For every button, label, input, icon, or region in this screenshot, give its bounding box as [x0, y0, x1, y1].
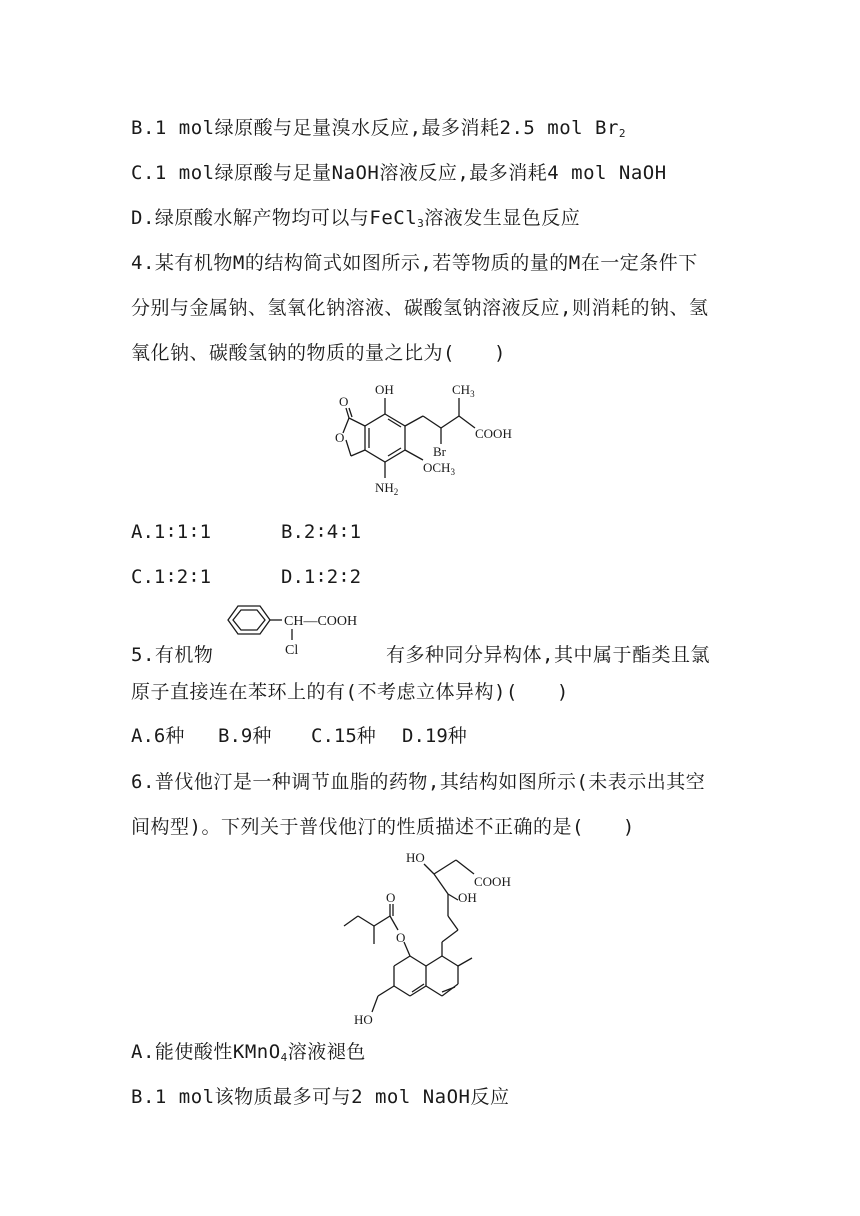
q4-option-b: B.2∶4∶1: [281, 521, 362, 543]
prava-ring-bond-5: [442, 984, 458, 996]
m-cooh-label: COOH: [475, 426, 512, 441]
q6-option-b: B.1 mol该物质最多可与2 mol NaOH反应: [131, 1086, 510, 1108]
pravastatin-ho-bottom-label: HO: [354, 1012, 373, 1027]
m-carbonyl-bond-2: [349, 408, 352, 417]
q5-option-d: D.19种: [402, 725, 467, 747]
q4-option-c: C.1∶2∶1: [131, 566, 212, 588]
q5-ch-cooh-label: CH—COOH: [284, 614, 358, 629]
pravastatin-o-ester-label: O: [396, 930, 406, 945]
prava-ester-bond-7: [358, 916, 374, 926]
m-och3-label: $OCH_3$: [423, 460, 455, 477]
m-chain-bond-2: [423, 416, 441, 428]
pravastatin-ho-top-label: HO: [406, 850, 425, 865]
prava-ring-bond-12: [394, 986, 410, 996]
q6-option-a: [131, 1040, 366, 1070]
q5-option-b: B.9种: [218, 725, 272, 747]
prava-bond-8: [442, 930, 458, 942]
q3-option-d-subscript: 3: [417, 217, 425, 230]
q4-option-a: A.1∶1∶1: [131, 521, 212, 543]
q6-option-a-text-1: A.能使酸性KMnO: [131, 1041, 281, 1063]
m-aromatic-bond-2: [388, 448, 401, 456]
q5-stem-post: 有多种同分异构体,其中属于酯类且氯: [386, 644, 710, 666]
compound-m-structure: [325, 378, 525, 504]
m-lactone-bond-1: [349, 418, 365, 426]
m-ketone-o-label: O: [339, 394, 349, 409]
q4-option-d: D.1∶2∶2: [281, 566, 362, 588]
prava-ester-bond-2: [390, 916, 398, 930]
prava-bond-7: [448, 916, 458, 930]
q5-option-c: C.15种: [311, 725, 376, 747]
compound-q5-structure: [218, 598, 383, 658]
q5-option-a: A.6种: [131, 725, 185, 747]
prava-ring-bond-9: [410, 956, 426, 966]
m-chain-bond-1: [405, 416, 423, 426]
pravastatin-structure: [338, 846, 528, 1032]
q3-option-d-text-2: 溶液发生显色反应: [424, 207, 581, 229]
q3-option-c: C.1 mol绿原酸与足量NaOH溶液反应,最多消耗4 mol NaOH: [131, 162, 667, 184]
m-och3-bond: [405, 450, 423, 460]
m-ring-o-label: O: [335, 430, 345, 445]
prava-ring-bond-10: [394, 956, 410, 966]
prava-ring-bond-2: [442, 956, 458, 966]
prava-ho-bond-2: [372, 996, 378, 1012]
prava-ring-bond-3: [458, 958, 472, 966]
q6-option-a-subscript: 4: [280, 1051, 288, 1064]
m-nh2-label: $NH_2$: [375, 480, 399, 497]
prava-ring-bond-1: [426, 956, 442, 966]
q5-cl-label: Cl: [285, 643, 299, 658]
q3-option-d-text-1: D.绿原酸水解产物均可以与FeCl: [131, 207, 418, 229]
q5-stem-line-2: 原子直接连在苯环上的有(不考虑立体异构)( ): [131, 681, 569, 703]
prava-ring-bond-7: [426, 986, 442, 996]
m-chain-bond-5: [459, 416, 475, 428]
m-lactone-bond-3: [346, 440, 351, 456]
q3-option-b: [131, 116, 626, 146]
prava-bond-1: [424, 864, 434, 874]
m-lactone-bond-4: [351, 450, 365, 456]
pravastatin-o-carbonyl-label: O: [386, 890, 396, 905]
prava-bond-3: [456, 860, 474, 874]
prava-ester-bond-8: [344, 916, 358, 926]
q6-option-a-text-2: 溶液褪色: [287, 1041, 366, 1063]
m-ch3-label: $CH_3$: [452, 382, 475, 399]
q3-option-d: [131, 206, 580, 236]
q5-benzene-inner: [233, 610, 265, 630]
pravastatin-cooh-label: COOH: [474, 874, 511, 889]
prava-ester-bond-5: [374, 916, 390, 926]
prava-bond-2: [434, 860, 456, 874]
q6-stem-line-2: 间构型)。下列关于普伐他汀的性质描述不正确的是( ): [131, 816, 635, 838]
q3-option-b-text: B.1 mol绿原酸与足量溴水反应,最多消耗2.5 mol Br: [131, 117, 619, 139]
q6-stem-line-1: 6.普伐他汀是一种调节血脂的药物,其结构如图所示(未表示出其空: [131, 771, 706, 793]
q4-stem-line-1: 4.某有机物M的结构简式如图所示,若等物质的量的M在一定条件下: [131, 252, 698, 274]
prava-bond-5: [448, 894, 458, 900]
m-chain-bond-3: [441, 416, 459, 428]
q4-stem-line-3: 氧化钠、碳酸氢钠的物质的量之比为( ): [131, 342, 506, 364]
m-oh-label: OH: [375, 382, 394, 397]
prava-ho-bond: [378, 986, 394, 996]
m-br-label: Br: [433, 444, 446, 459]
q5-stem-pre: 5.有机物: [131, 644, 214, 666]
q3-option-b-subscript: 2: [618, 127, 627, 140]
pravastatin-oh-label: OH: [458, 890, 477, 905]
prava-bond-4: [434, 874, 448, 894]
m-carbonyl-bond-1: [346, 408, 349, 418]
m-benzene-ring: [365, 414, 405, 462]
q4-stem-line-2: 分别与金属钠、氢氧化钠溶液、碳酸氢钠溶液反应,则消耗的钠、氢: [131, 297, 709, 319]
